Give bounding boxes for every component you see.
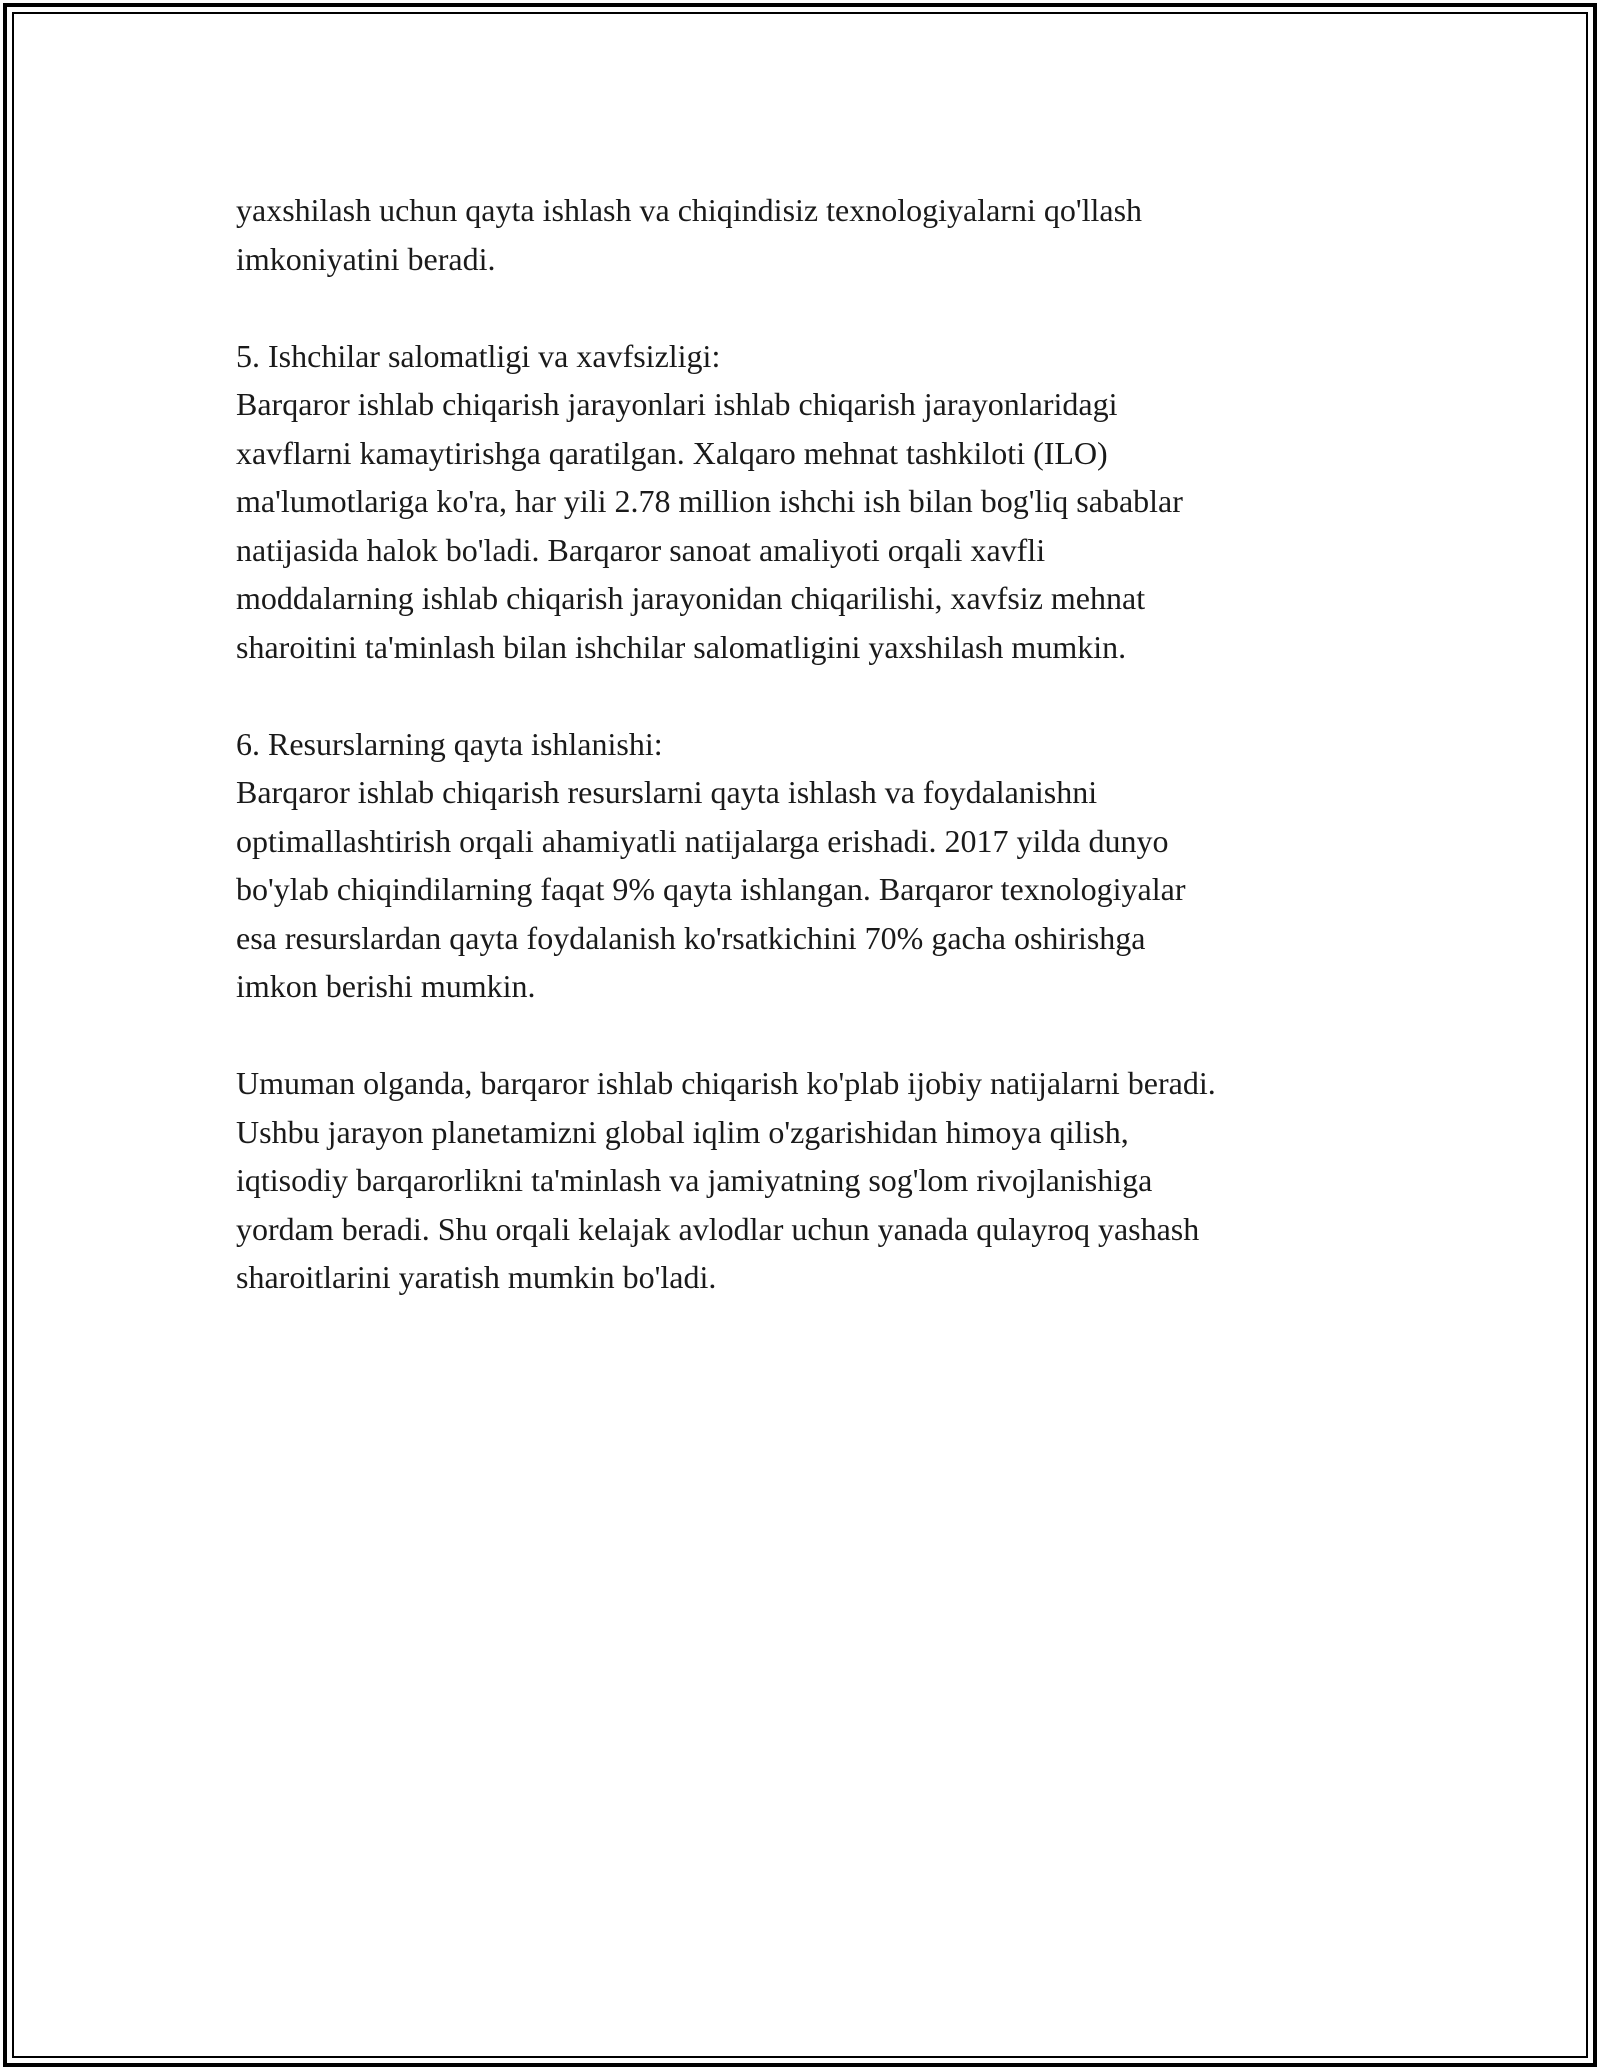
- section-heading: 5. Ishchilar salomatligi va xavfsizligi:: [236, 337, 721, 374]
- text-line: yordam beradi. Shu orqali kelajak avlodlar uchun yanada qulayroq yashash: [236, 1210, 1200, 1247]
- text-line: natijasida halok bo'ladi. Barqaror sanoat amaliyoti orqali xavfli: [236, 531, 1046, 568]
- text-line: iqtisodiy barqarorlikni ta'minlash va jamiyatning sog'lom rivojlanishiga: [236, 1162, 1153, 1198]
- text-line: imkon berishi mumkin.: [236, 968, 536, 1004]
- text-line: ma'lumotlariga ko'ra, har yili 2.78 million ishchi ish bilan bog'liq sabablar: [236, 483, 1183, 519]
- text-line: moddalarning ishlab chiqarish jarayonidan chiqarilishi, xavfsiz mehnat: [236, 580, 1146, 616]
- text-line: sharoitlarini yaratish mumkin bo'ladi.: [236, 1259, 717, 1295]
- text-line: sharoitini ta'minlash bilan ishchilar salomatligini yaxshilash mumkin.: [236, 628, 1127, 665]
- paragraph-conclusion: [236, 1059, 1396, 1302]
- section-worker-health-safety: [236, 332, 1396, 672]
- text-line: xavflarni kamaytirishga qaratilgan. Xalqaro mehnat tashkiloti (ILO): [236, 434, 1108, 471]
- text-line: Umuman olganda, barqaror ishlab chiqarish ko'plab ijobiy natijalarni beradi.: [236, 1065, 1216, 1101]
- text-line: bo'ylab chiqindilarning faqat 9% qayta ishlangan. Barqaror texnologiyalar: [236, 871, 1186, 907]
- text-line: optimallashtirish orqali ahamiyatli natijalarga erishadi. 2017 yilda dunyo: [236, 822, 1169, 859]
- text-line: yaxshilash uchun qayta ishlash va chiqindisiz texnologiyalarni qo'llash: [236, 192, 1143, 228]
- document-body: [236, 186, 1396, 1350]
- text-line: Ushbu jarayon planetamizni global iqlim o'zgarishidan himoya qilish,: [236, 1113, 1129, 1150]
- text-line: esa resurslardan qayta foydalanish ko'rsatkichini 70% gacha oshirishga: [236, 919, 1146, 956]
- text-line: imkoniyatini beradi.: [236, 240, 496, 277]
- text-line: Barqaror ishlab chiqarish jarayonlari ishlab chiqarish jarayonlaridagi: [236, 386, 1118, 422]
- paragraph-intro-continuation: [236, 186, 1396, 283]
- text-line: Barqaror ishlab chiqarish resurslarni qayta ishlash va foydalanishni: [236, 774, 1098, 810]
- section-resource-recycling: [236, 720, 1396, 1011]
- section-heading: 6. Resurslarning qayta ishlanishi:: [236, 725, 663, 762]
